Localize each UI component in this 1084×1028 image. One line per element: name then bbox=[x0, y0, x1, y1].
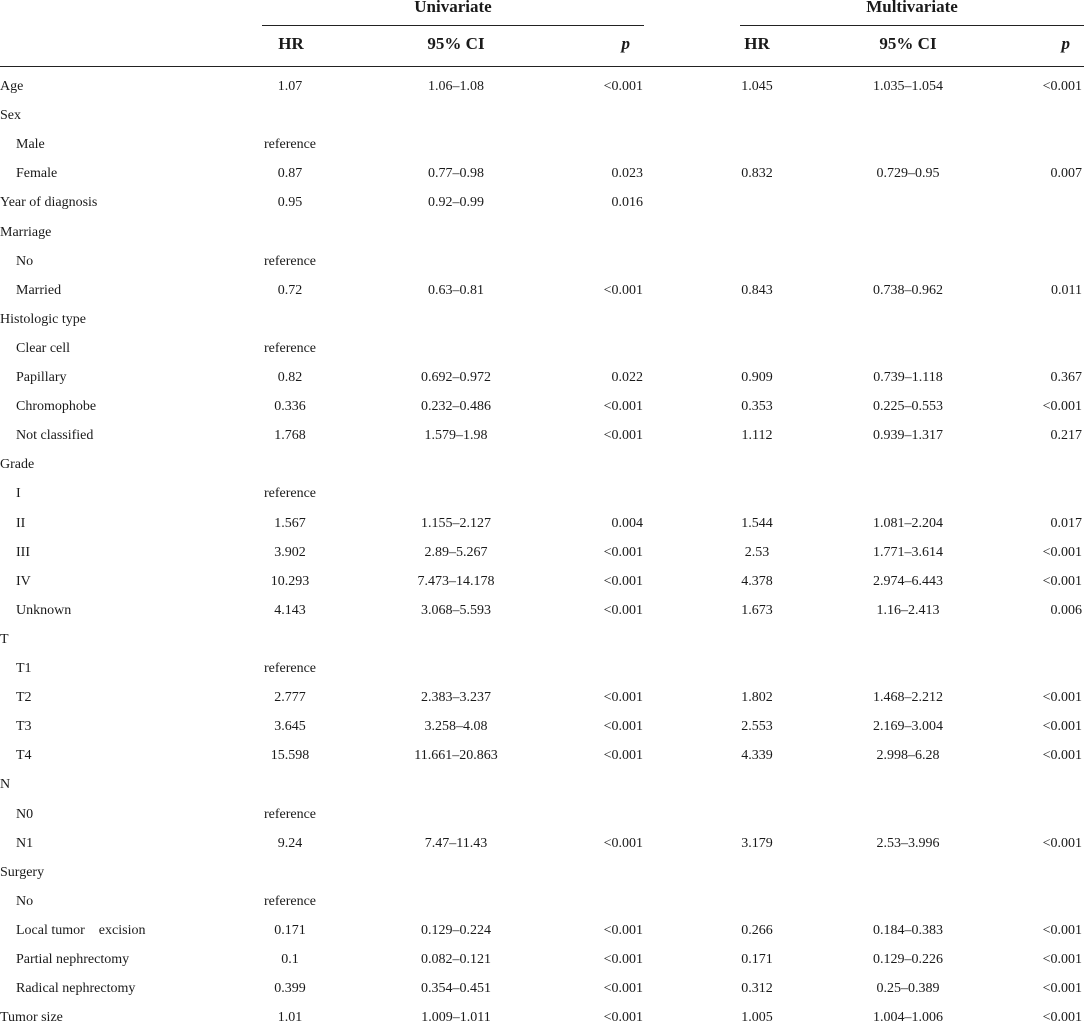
cell-m-ci: 1.035–1.054 bbox=[873, 79, 943, 94]
cell-m-p: 0.007 bbox=[1050, 166, 1082, 182]
cell-m-ci: 0.225–0.553 bbox=[873, 399, 943, 415]
cell-u-p: <0.001 bbox=[603, 573, 643, 589]
cell-label: Unknown bbox=[16, 602, 72, 618]
cell-u-p: <0.001 bbox=[603, 922, 643, 938]
cell-u-p: <0.001 bbox=[603, 1010, 643, 1026]
cell-label: No bbox=[16, 893, 34, 909]
cell-u-ci: 7.47–11.43 bbox=[424, 835, 488, 851]
cell-u-ci: 3.068–5.593 bbox=[421, 602, 491, 618]
cell-m-p: <0.001 bbox=[1042, 719, 1082, 735]
cell-u-ci: 1.579–1.98 bbox=[424, 428, 488, 444]
cell-m-ci: 2.53–3.996 bbox=[876, 835, 940, 851]
cell-u-hr: reference bbox=[263, 893, 317, 909]
cell-m-p: <0.001 bbox=[1042, 1010, 1082, 1026]
cell-u-p: <0.001 bbox=[603, 428, 643, 444]
col-header-u-ci: 95% CI bbox=[427, 34, 485, 53]
cell-label: T2 bbox=[16, 690, 32, 706]
cell-u-p: <0.001 bbox=[603, 719, 643, 735]
cell-m-hr: 4.339 bbox=[741, 748, 773, 764]
cell-m-hr: 4.378 bbox=[741, 573, 773, 589]
cell-label: T bbox=[0, 631, 9, 647]
cell-m-hr: 0.171 bbox=[741, 952, 773, 967]
cell-u-ci: 3.258–4.08 bbox=[424, 719, 488, 735]
cell-m-ci: 1.468–2.212 bbox=[873, 690, 943, 706]
cell-label: Age bbox=[0, 79, 24, 94]
cell-u-ci: 0.232–0.486 bbox=[421, 399, 491, 415]
cell-u-hr: 0.336 bbox=[274, 399, 306, 415]
cell-u-hr: 15.598 bbox=[270, 748, 310, 764]
cell-m-ci: 0.25–0.389 bbox=[876, 981, 940, 997]
cell-u-hr: 4.143 bbox=[274, 602, 306, 618]
cell-label: T1 bbox=[16, 661, 32, 676]
cell-m-p: <0.001 bbox=[1042, 399, 1082, 415]
cell-label: N0 bbox=[16, 806, 34, 822]
cell-m-hr: 0.909 bbox=[741, 370, 773, 385]
cell-label: Year of diagnosis bbox=[0, 195, 98, 211]
cell-u-hr: 1.01 bbox=[277, 1010, 303, 1026]
rule-univariate bbox=[262, 25, 644, 26]
cell-u-ci: 7.473–14.178 bbox=[417, 573, 495, 589]
cell-m-hr: 1.112 bbox=[741, 428, 773, 444]
cell-m-ci: 1.004–1.006 bbox=[873, 1010, 943, 1026]
cell-label: Grade bbox=[0, 457, 35, 473]
cell-u-ci: 1.009–1.011 bbox=[421, 1010, 491, 1026]
cell-m-p: <0.001 bbox=[1042, 922, 1082, 938]
cell-u-p: <0.001 bbox=[603, 835, 643, 851]
cell-m-p: <0.001 bbox=[1042, 690, 1082, 706]
cell-m-p: 0.011 bbox=[1051, 282, 1082, 298]
cell-label: Papillary bbox=[16, 370, 67, 385]
cell-m-p: 0.217 bbox=[1050, 428, 1082, 444]
cell-u-p: 0.023 bbox=[611, 166, 643, 182]
cell-u-ci: 1.155–2.127 bbox=[421, 515, 491, 531]
cell-u-p: <0.001 bbox=[603, 282, 643, 298]
cell-label: T4 bbox=[16, 748, 32, 764]
cell-u-ci: 2.383–3.237 bbox=[421, 690, 491, 706]
cell-label: Tumor size bbox=[0, 1010, 63, 1026]
cell-u-p: <0.001 bbox=[603, 79, 643, 94]
cell-label: N1 bbox=[16, 835, 34, 851]
cell-m-p: 0.006 bbox=[1050, 602, 1082, 618]
cell-label: Male bbox=[16, 137, 45, 153]
cell-u-ci: 0.77–0.98 bbox=[428, 166, 484, 182]
cell-u-p: <0.001 bbox=[603, 952, 643, 967]
cell-m-p: <0.001 bbox=[1042, 748, 1082, 764]
cell-m-p: 0.017 bbox=[1050, 515, 1082, 531]
cell-m-ci: 1.16–2.413 bbox=[876, 602, 940, 618]
cell-u-p: <0.001 bbox=[603, 544, 643, 560]
cell-u-ci: 0.63–0.81 bbox=[428, 282, 484, 298]
cell-label: No bbox=[16, 253, 34, 269]
cell-u-hr: 0.171 bbox=[274, 922, 306, 938]
cell-m-ci: 2.169–3.004 bbox=[873, 719, 943, 735]
cell-u-hr: 10.293 bbox=[270, 573, 310, 589]
cell-m-hr: 2.53 bbox=[744, 544, 770, 560]
cell-m-p: <0.001 bbox=[1042, 79, 1082, 94]
cell-u-ci: 0.129–0.224 bbox=[421, 922, 491, 938]
cell-u-ci: 0.92–0.99 bbox=[428, 195, 484, 211]
cell-u-hr: reference bbox=[263, 661, 317, 676]
cell-m-p: <0.001 bbox=[1042, 544, 1082, 560]
cell-m-ci: 1.771–3.614 bbox=[873, 544, 943, 560]
cell-label: Chromophobe bbox=[16, 399, 97, 415]
cell-u-hr: 9.24 bbox=[277, 835, 303, 851]
cell-u-hr: reference bbox=[263, 486, 317, 502]
cell-label: III bbox=[16, 544, 30, 560]
cell-label: Marriage bbox=[0, 224, 52, 240]
cell-m-ci: 0.729–0.95 bbox=[876, 166, 940, 182]
cell-m-ci: 2.998–6.28 bbox=[876, 748, 940, 764]
cell-u-ci: 0.692–0.972 bbox=[421, 370, 491, 385]
cell-label: Married bbox=[16, 282, 62, 298]
cell-m-ci: 0.129–0.226 bbox=[873, 952, 943, 967]
cell-m-hr: 0.353 bbox=[741, 399, 773, 415]
cell-label: Local tumor excision bbox=[16, 922, 146, 938]
cell-m-p: <0.001 bbox=[1042, 573, 1082, 589]
cell-u-p: 0.016 bbox=[611, 195, 643, 211]
cell-u-p: <0.001 bbox=[603, 602, 643, 618]
cell-u-ci: 2.89–5.267 bbox=[424, 544, 488, 560]
cell-m-ci: 1.081–2.204 bbox=[873, 515, 943, 531]
cell-u-ci: 0.354–0.451 bbox=[421, 981, 491, 997]
cell-m-hr: 1.045 bbox=[741, 79, 773, 94]
cell-u-hr: 2.777 bbox=[274, 690, 306, 706]
cell-u-hr: 1.567 bbox=[274, 515, 306, 531]
cell-u-hr: 0.95 bbox=[277, 195, 303, 211]
cell-u-p: 0.004 bbox=[611, 515, 643, 531]
cell-u-ci: 11.661–20.863 bbox=[414, 748, 498, 764]
cell-m-ci: 0.739–1.118 bbox=[873, 370, 943, 385]
cell-label: IV bbox=[16, 573, 31, 589]
cell-m-hr: 1.005 bbox=[741, 1010, 773, 1026]
cell-u-hr: 3.645 bbox=[274, 719, 306, 735]
cell-label: Partial nephrectomy bbox=[16, 952, 130, 967]
cell-u-hr: 0.82 bbox=[277, 370, 303, 385]
rule-multivariate bbox=[740, 25, 1084, 26]
group-header-univariate: Univariate bbox=[414, 0, 492, 16]
cell-label: T3 bbox=[16, 719, 32, 735]
col-header-u-hr: HR bbox=[278, 34, 304, 53]
cell-m-p: <0.001 bbox=[1042, 952, 1082, 967]
cell-u-hr: 0.72 bbox=[277, 282, 303, 298]
cell-label: Sex bbox=[0, 108, 21, 124]
cell-u-ci: 0.082–0.121 bbox=[421, 952, 491, 967]
col-header-m-hr: HR bbox=[744, 34, 770, 53]
cell-u-hr: reference bbox=[263, 340, 317, 356]
cell-m-ci: 0.738–0.962 bbox=[873, 282, 943, 298]
cell-m-p: <0.001 bbox=[1042, 835, 1082, 851]
cell-m-hr: 1.673 bbox=[741, 602, 773, 618]
cell-label: II bbox=[16, 515, 26, 531]
cell-u-hr: 0.87 bbox=[277, 166, 303, 182]
cell-m-p: <0.001 bbox=[1042, 981, 1082, 997]
cell-u-hr: reference bbox=[263, 806, 317, 822]
cell-m-hr: 2.553 bbox=[741, 719, 773, 735]
cell-label: Clear cell bbox=[16, 340, 71, 356]
cell-m-hr: 1.544 bbox=[741, 515, 773, 531]
cell-label: Female bbox=[16, 166, 58, 182]
cell-u-p: <0.001 bbox=[603, 690, 643, 706]
cell-label: N bbox=[0, 777, 11, 793]
cell-m-hr: 0.832 bbox=[741, 166, 773, 182]
cell-u-p: <0.001 bbox=[603, 748, 643, 764]
cell-u-hr: 1.07 bbox=[277, 79, 303, 94]
group-header-multivariate: Multivariate bbox=[866, 0, 958, 16]
cell-m-hr: 0.843 bbox=[741, 282, 773, 298]
cell-m-hr: 1.802 bbox=[741, 690, 773, 706]
cell-u-ci: 1.06–1.08 bbox=[428, 79, 484, 94]
cell-m-p: 0.367 bbox=[1050, 370, 1082, 385]
cell-u-hr: reference bbox=[263, 253, 317, 269]
cell-label: Not classified bbox=[16, 428, 94, 444]
header-bottom-rule bbox=[0, 66, 1084, 67]
cell-m-ci: 0.939–1.317 bbox=[873, 428, 943, 444]
cell-label: Histologic type bbox=[0, 311, 86, 327]
cell-m-hr: 0.312 bbox=[741, 981, 773, 997]
cell-u-p: 0.022 bbox=[611, 370, 643, 385]
col-header-m-p: p bbox=[1061, 34, 1070, 53]
col-header-u-p: p bbox=[621, 34, 630, 53]
cell-u-hr: 3.902 bbox=[274, 544, 306, 560]
cell-m-hr: 3.179 bbox=[741, 835, 773, 851]
cell-u-hr: 1.768 bbox=[274, 428, 306, 444]
cell-u-hr: 0.399 bbox=[274, 981, 306, 997]
cell-m-ci: 2.974–6.443 bbox=[873, 573, 943, 589]
cell-label: I bbox=[16, 486, 21, 502]
cell-m-ci: 0.184–0.383 bbox=[873, 922, 943, 938]
cell-u-p: <0.001 bbox=[603, 981, 643, 997]
cell-label: Radical nephrectomy bbox=[16, 981, 136, 997]
cell-u-p: <0.001 bbox=[603, 399, 643, 415]
cell-m-hr: 0.266 bbox=[741, 922, 773, 938]
cell-label: Surgery bbox=[0, 864, 45, 880]
cell-u-hr: 0.1 bbox=[281, 952, 299, 967]
col-header-m-ci: 95% CI bbox=[879, 34, 937, 53]
cell-u-hr: reference bbox=[263, 137, 317, 153]
